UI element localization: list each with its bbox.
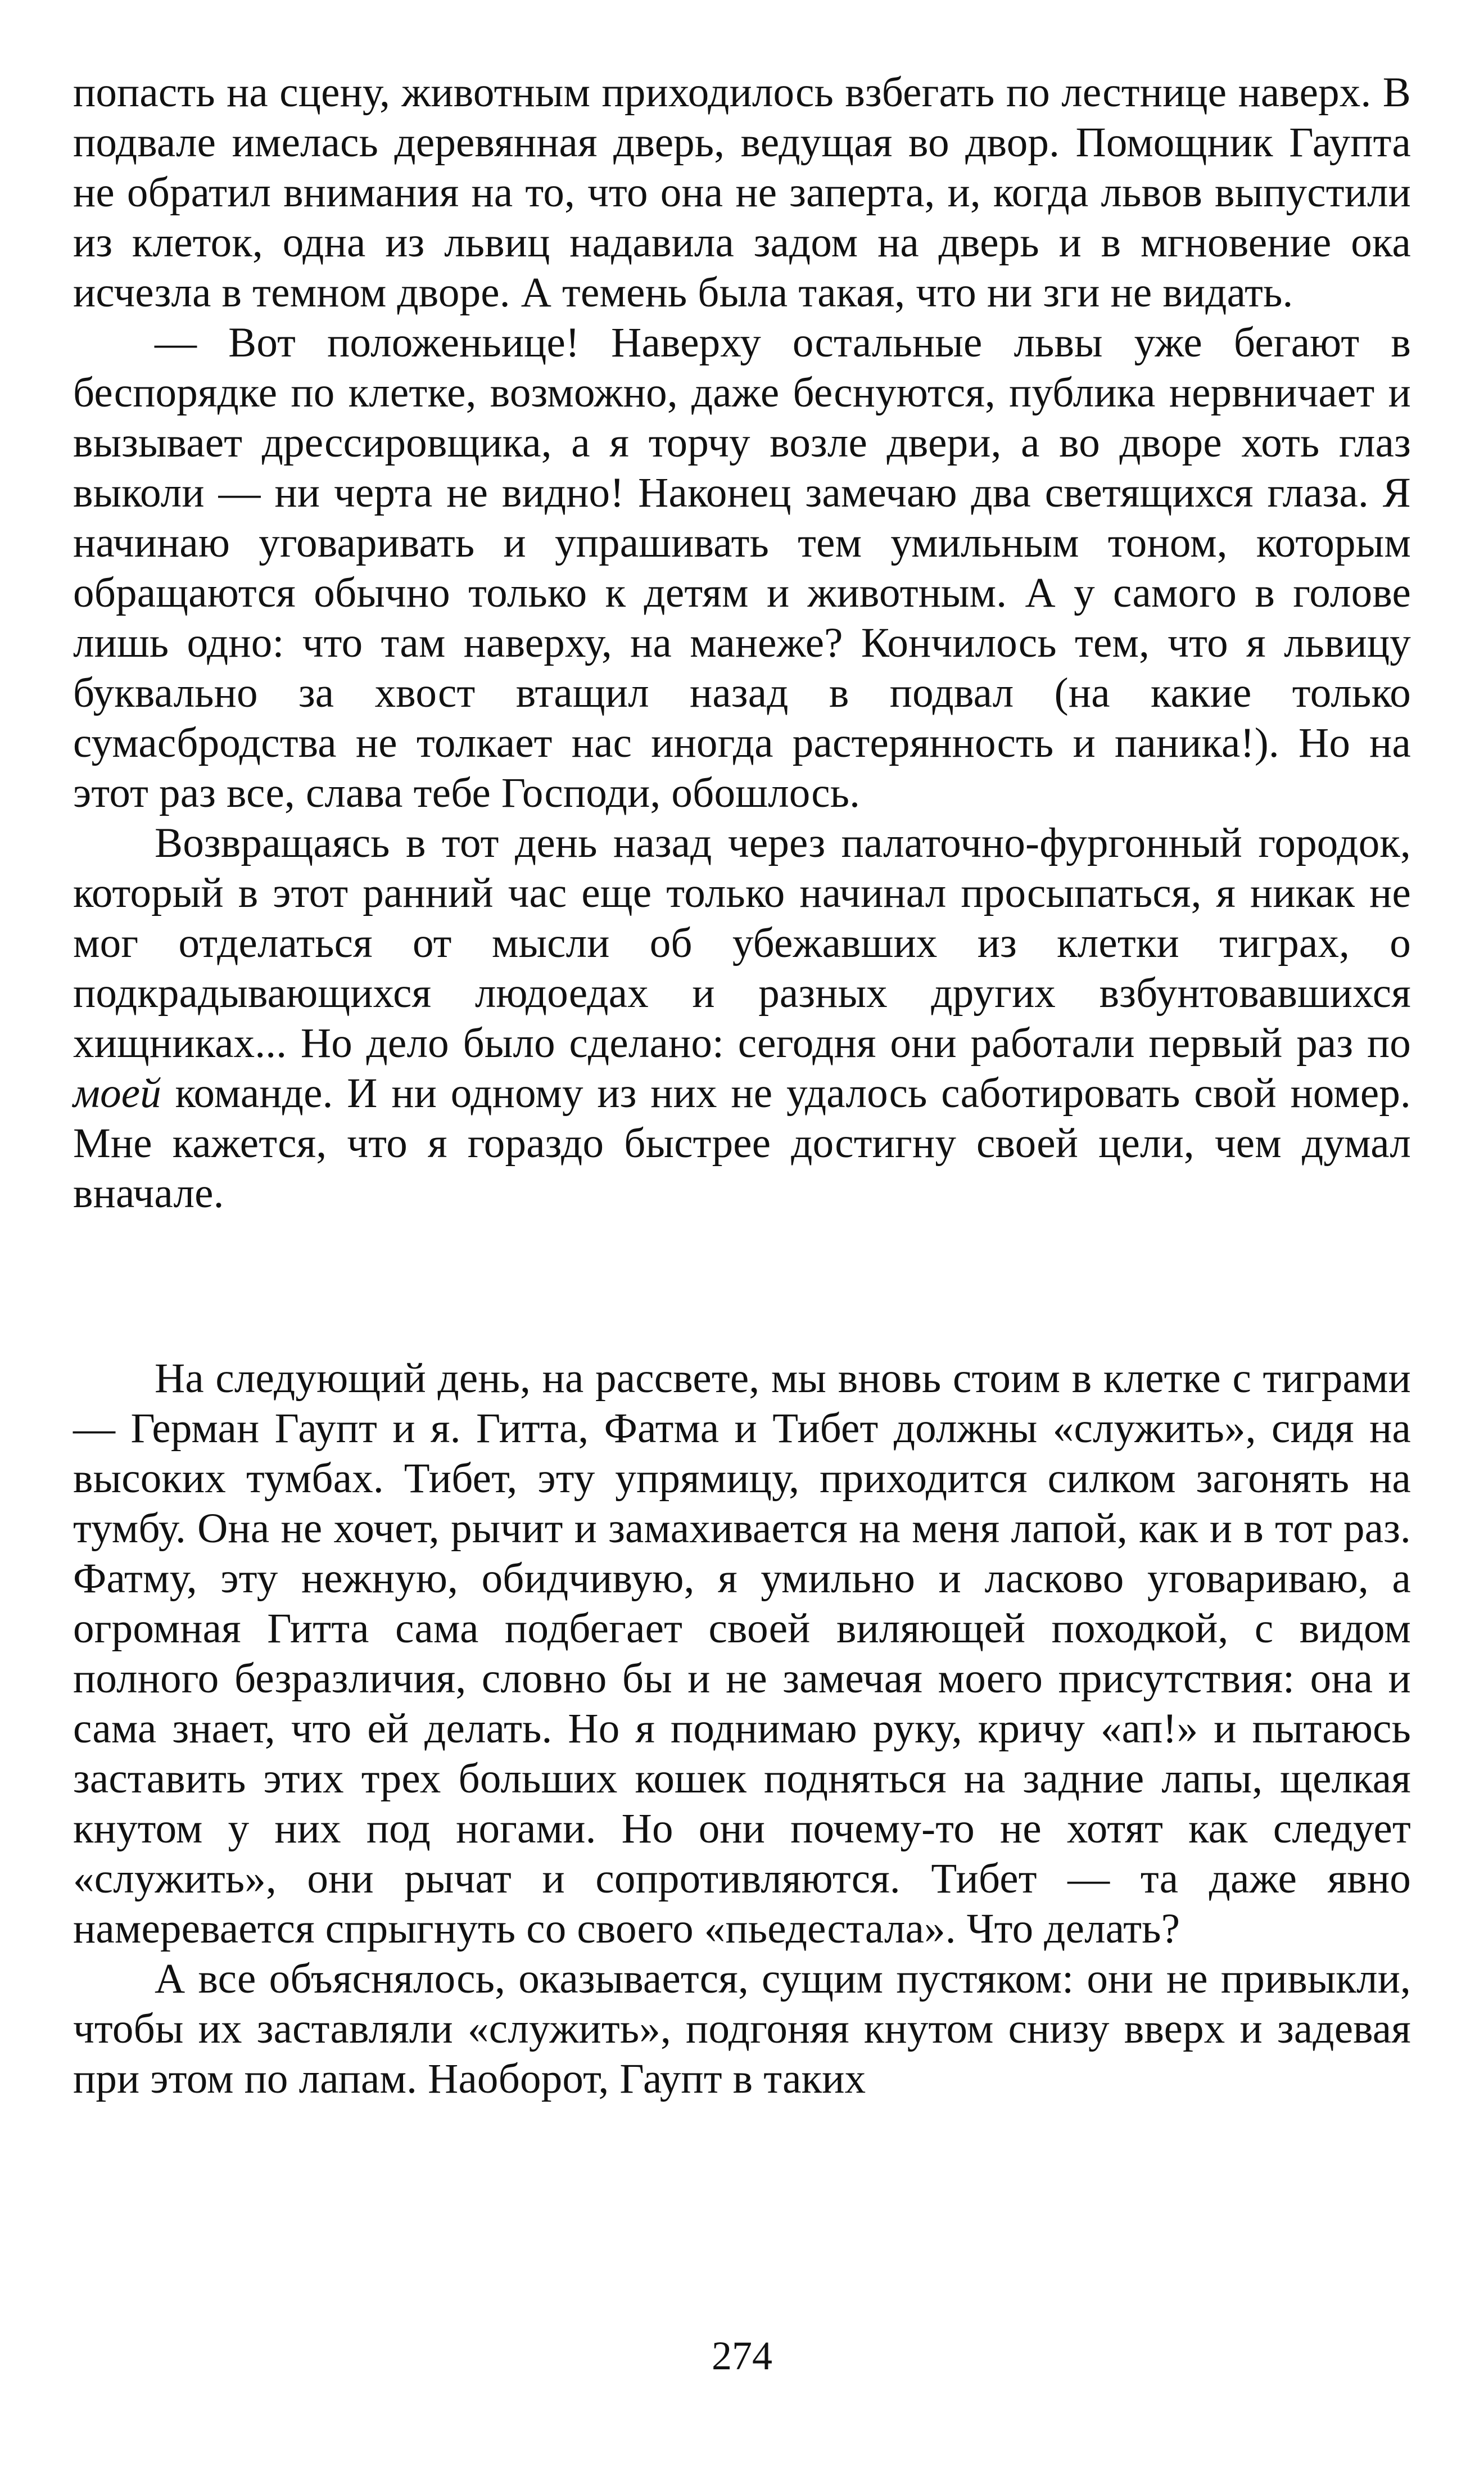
paragraph-4: На следующий день, на рассвете, мы вновь стоим в клетке с тиграми — Герман Гаупт и я. Гитта, Фатма и Тибет должны «служить», сидя на высоких тумбах. Тибет, эту упрямицу, приходится силком загонять на тумбу. Она не хочет, рычит и замахивается на меня лапой, как и в тот раз. Фатму, эту нежную, обидчивую, я умильно и ласково уговариваю, а огромная Гитта сама подбегает своей виляющей походкой, с видом полного безразличия, словно бы и не замечая моего присутствия: она и сама знает, что ей делать. Но я поднимаю руку, кричу «ап!» и пытаюсь заставить этих трех больших кошек подняться на задние лапы, щелкая кнутом у них под ногами. Но они почему-то не хотят как следует «служить», они рычат и сопротивляются. Тибет — та даже явно намеревается спрыгнуть со своего «пьедестала». Что делать?	[73, 1355, 1411, 1952]
paragraph-3-part-1: Возвращаясь в тот день назад через палаточно-фургонный городок, который в этот ранний час еще только начинал просыпаться, я никак не мог отделаться от мысли об убежавших из клетки тиграх, о подкрадывающихся людоедах и разных других взбунтовавшихся хищниках... Но дело было сделано: сегодня они работали первый раз по	[73, 820, 1411, 1067]
paragraph-3	[73, 818, 1411, 1218]
page-number: 274	[712, 2333, 772, 2378]
paragraph-2: — Вот положеньице! Наверху остальные львы уже бегают в беспорядке по клетке, возможно, даже беснуются, публика нервничает и вызывает дрессировщика, а я торчу возле двери, а во дворе хоть глаз выколи — ни черта не видно! Наконец замечаю два светящихся глаза. Я начинаю уговаривать и упрашивать тем умильным тоном, которым обращаются обычно только к детям и животным. А у самого в голове лишь одно: что там наверху, на манеже? Кончилось тем, что я львицу буквально за хвост втащил назад в подвал (на какие только сумасбродства не толкает нас иногда растерянность и паника!). Но на этот раз все, слава тебе Господи, обошлось.	[73, 319, 1411, 816]
paragraph-1: попасть на сцену, животным приходилось взбегать по лестнице наверх. В подвале имелась деревянная дверь, ведущая во двор. Помощник Гаупта не обратил внимания на то, что она не заперта, и, когда львов выпустили из клеток, одна из львиц надавила задом на дверь и в мгновение ока исчезла в темном дворе. А темень была такая, что ни зги не видать.	[73, 69, 1411, 316]
paragraph-3-italic: моей	[73, 1070, 161, 1117]
paragraph-3-part-2: команде. И ни одному из них не удалось саботировать свой номер. Мне кажется, что я гораздо быстрее достигну своей цели, чем думал вначале.	[73, 1070, 1411, 1217]
paragraph-5: А все объяснялось, оказывается, сущим пустяком: они не привыкли, чтобы их заставляли «служить», подгоняя кнутом снизу вверх и задевая при этом по лапам. Наоборот, Гаупт в таких	[73, 1955, 1411, 2102]
page-body	[73, 67, 1411, 2104]
